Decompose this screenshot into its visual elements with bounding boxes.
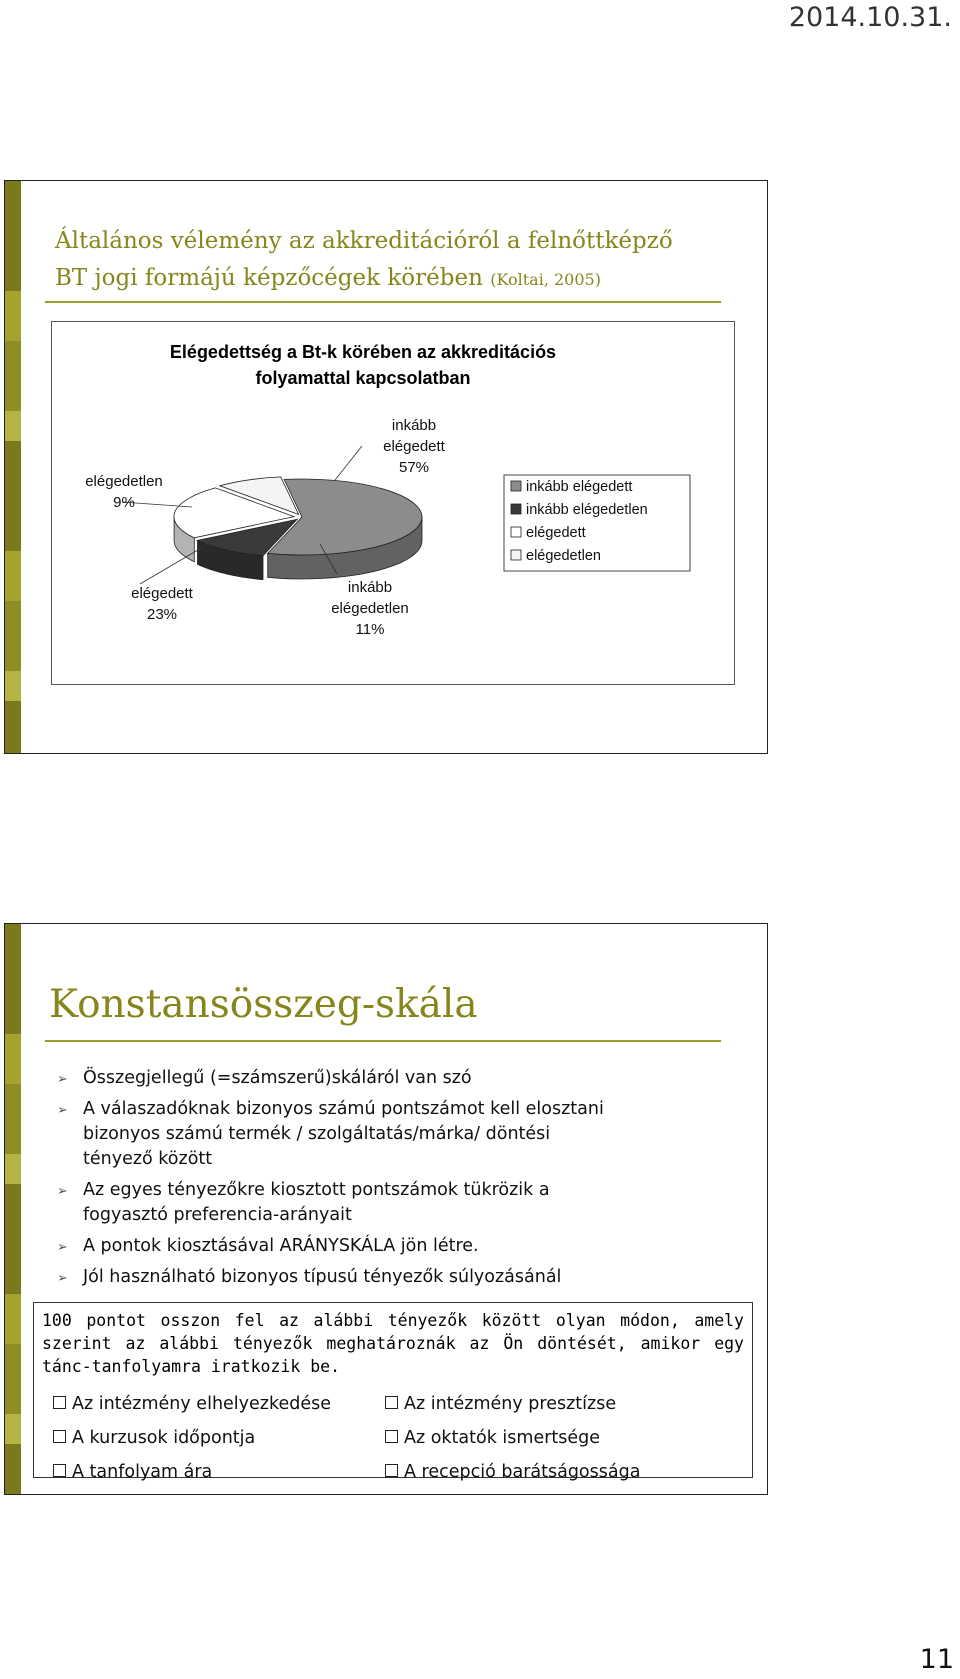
bullet-text-line: Összegjellegű (=számszerű)skáláról van szó xyxy=(83,1068,472,1088)
pie-slice-label: elégedett xyxy=(383,438,445,455)
slide-side-bar xyxy=(5,924,21,1494)
checkbox-icon[interactable] xyxy=(53,1396,66,1409)
pie-label-leader xyxy=(335,446,362,480)
pie-slice-label: 23% xyxy=(146,606,178,623)
instruction-box xyxy=(33,1302,753,1478)
bullet-text-line: bizonyos számú termék / szolgáltatás/márka/ döntési xyxy=(83,1124,551,1144)
bullet-item xyxy=(57,1178,747,1228)
factor-label: A tanfolyam ára xyxy=(72,1462,213,1482)
factor-item[interactable] xyxy=(385,1462,640,1482)
legend-entry: elégedetlen xyxy=(526,548,601,564)
arrow-bullet-icon: ➢ xyxy=(57,1240,68,1255)
pie-slice-label: 9% xyxy=(113,494,135,511)
arrow-bullet-icon: ➢ xyxy=(57,1103,68,1118)
checkbox-icon[interactable] xyxy=(385,1464,398,1477)
bullet-item xyxy=(57,1265,747,1290)
title-underline xyxy=(45,1040,721,1042)
pie-slice-label: 57% xyxy=(398,459,430,476)
factor-label: A recepció barátságossága xyxy=(404,1462,641,1482)
instruction-text: 100 pontot osszon fel az alábbi tényezők között olyan módon, amely szerint az alábbi tényezők meghatároznák az Ön döntését, amikor egy tánc-tanfolyamra iratkozik be. xyxy=(42,1311,744,1376)
checkbox-icon[interactable] xyxy=(53,1464,66,1477)
pie-slice-label: inkább xyxy=(391,417,437,434)
factor-label: Az intézmény presztízse xyxy=(404,1394,617,1414)
pie-slice-label: inkább xyxy=(347,579,393,596)
page-number: 11 xyxy=(919,1644,954,1675)
bullet-text-line: A pontok kiosztásával ARÁNYSKÁLA jön létre. xyxy=(83,1236,479,1256)
arrow-bullet-icon: ➢ xyxy=(57,1072,68,1087)
factor-label: Az oktatók ismertsége xyxy=(404,1428,601,1448)
bullet-item xyxy=(57,1234,747,1259)
factor-item[interactable] xyxy=(53,1462,212,1482)
chart-title-line1: Elégedettség a Bt-k körében az akkreditációs xyxy=(169,342,557,362)
legend-swatch xyxy=(511,550,521,560)
slide1-title-line1: Általános vélemény az akkreditációról a felnőttképző xyxy=(55,228,673,254)
pie-slice-label: elégedetlen xyxy=(331,600,409,617)
pie-slice-label: 11% xyxy=(355,621,385,638)
factor-label: Az intézmény elhelyezkedése xyxy=(72,1394,332,1414)
bullet-item xyxy=(57,1066,747,1091)
chart-legend xyxy=(504,475,690,571)
slide-pie-chart xyxy=(4,180,768,754)
slide2-title: Konstansösszeg-skála xyxy=(49,982,478,1027)
legend-entry: inkább elégedetlen xyxy=(526,502,648,518)
chart-title-line2: folyamattal kapcsolatban xyxy=(255,368,471,388)
slide1-title-cite: (Koltai, 2005) xyxy=(490,270,601,289)
bullet-text-line: fogyasztó preferencia-arányait xyxy=(83,1205,352,1225)
bullet-text-line: A válaszadóknak bizonyos számú pontszámot kell elosztani xyxy=(83,1099,604,1119)
pie-chart-frame xyxy=(51,321,735,685)
factor-item[interactable] xyxy=(53,1428,255,1448)
slide1-title xyxy=(55,223,735,298)
bullet-text-line: tényező között xyxy=(83,1149,213,1169)
factor-label: A kurzusok időpontja xyxy=(72,1428,256,1448)
checkbox-icon[interactable] xyxy=(385,1396,398,1409)
legend-swatch xyxy=(511,527,521,537)
slide1-title-line2: BT jogi formájú képzőcégek körében xyxy=(55,265,483,291)
bullet-text-line: Az egyes tényezőkre kiosztott pontszámok tükrözik a xyxy=(83,1180,550,1200)
bullet-text-line: Jól használható bizonyos típusú tényezők súlyozásánál xyxy=(83,1267,562,1287)
pie-chart xyxy=(52,322,734,684)
pie-slice-label: elégedett xyxy=(131,585,193,602)
checkbox-icon[interactable] xyxy=(385,1430,398,1443)
factor-item[interactable] xyxy=(385,1394,616,1414)
arrow-bullet-icon: ➢ xyxy=(57,1184,68,1199)
slide-constant-sum-scale xyxy=(4,923,768,1495)
title-underline xyxy=(45,301,721,303)
legend-entry: elégedett xyxy=(526,525,586,541)
arrow-bullet-icon: ➢ xyxy=(57,1271,68,1286)
legend-swatch xyxy=(511,504,521,514)
pie-slice-label: elégedetlen xyxy=(85,473,163,490)
legend-entry: inkább elégedett xyxy=(526,479,633,495)
slide-side-bar xyxy=(5,181,21,753)
legend-swatch xyxy=(511,481,521,491)
factor-item[interactable] xyxy=(385,1428,600,1448)
checkbox-icon[interactable] xyxy=(53,1430,66,1443)
factor-item[interactable] xyxy=(53,1394,331,1414)
bullet-list xyxy=(57,1066,747,1296)
page-date: 2014.10.31. xyxy=(788,2,952,33)
bullet-item xyxy=(57,1097,747,1172)
